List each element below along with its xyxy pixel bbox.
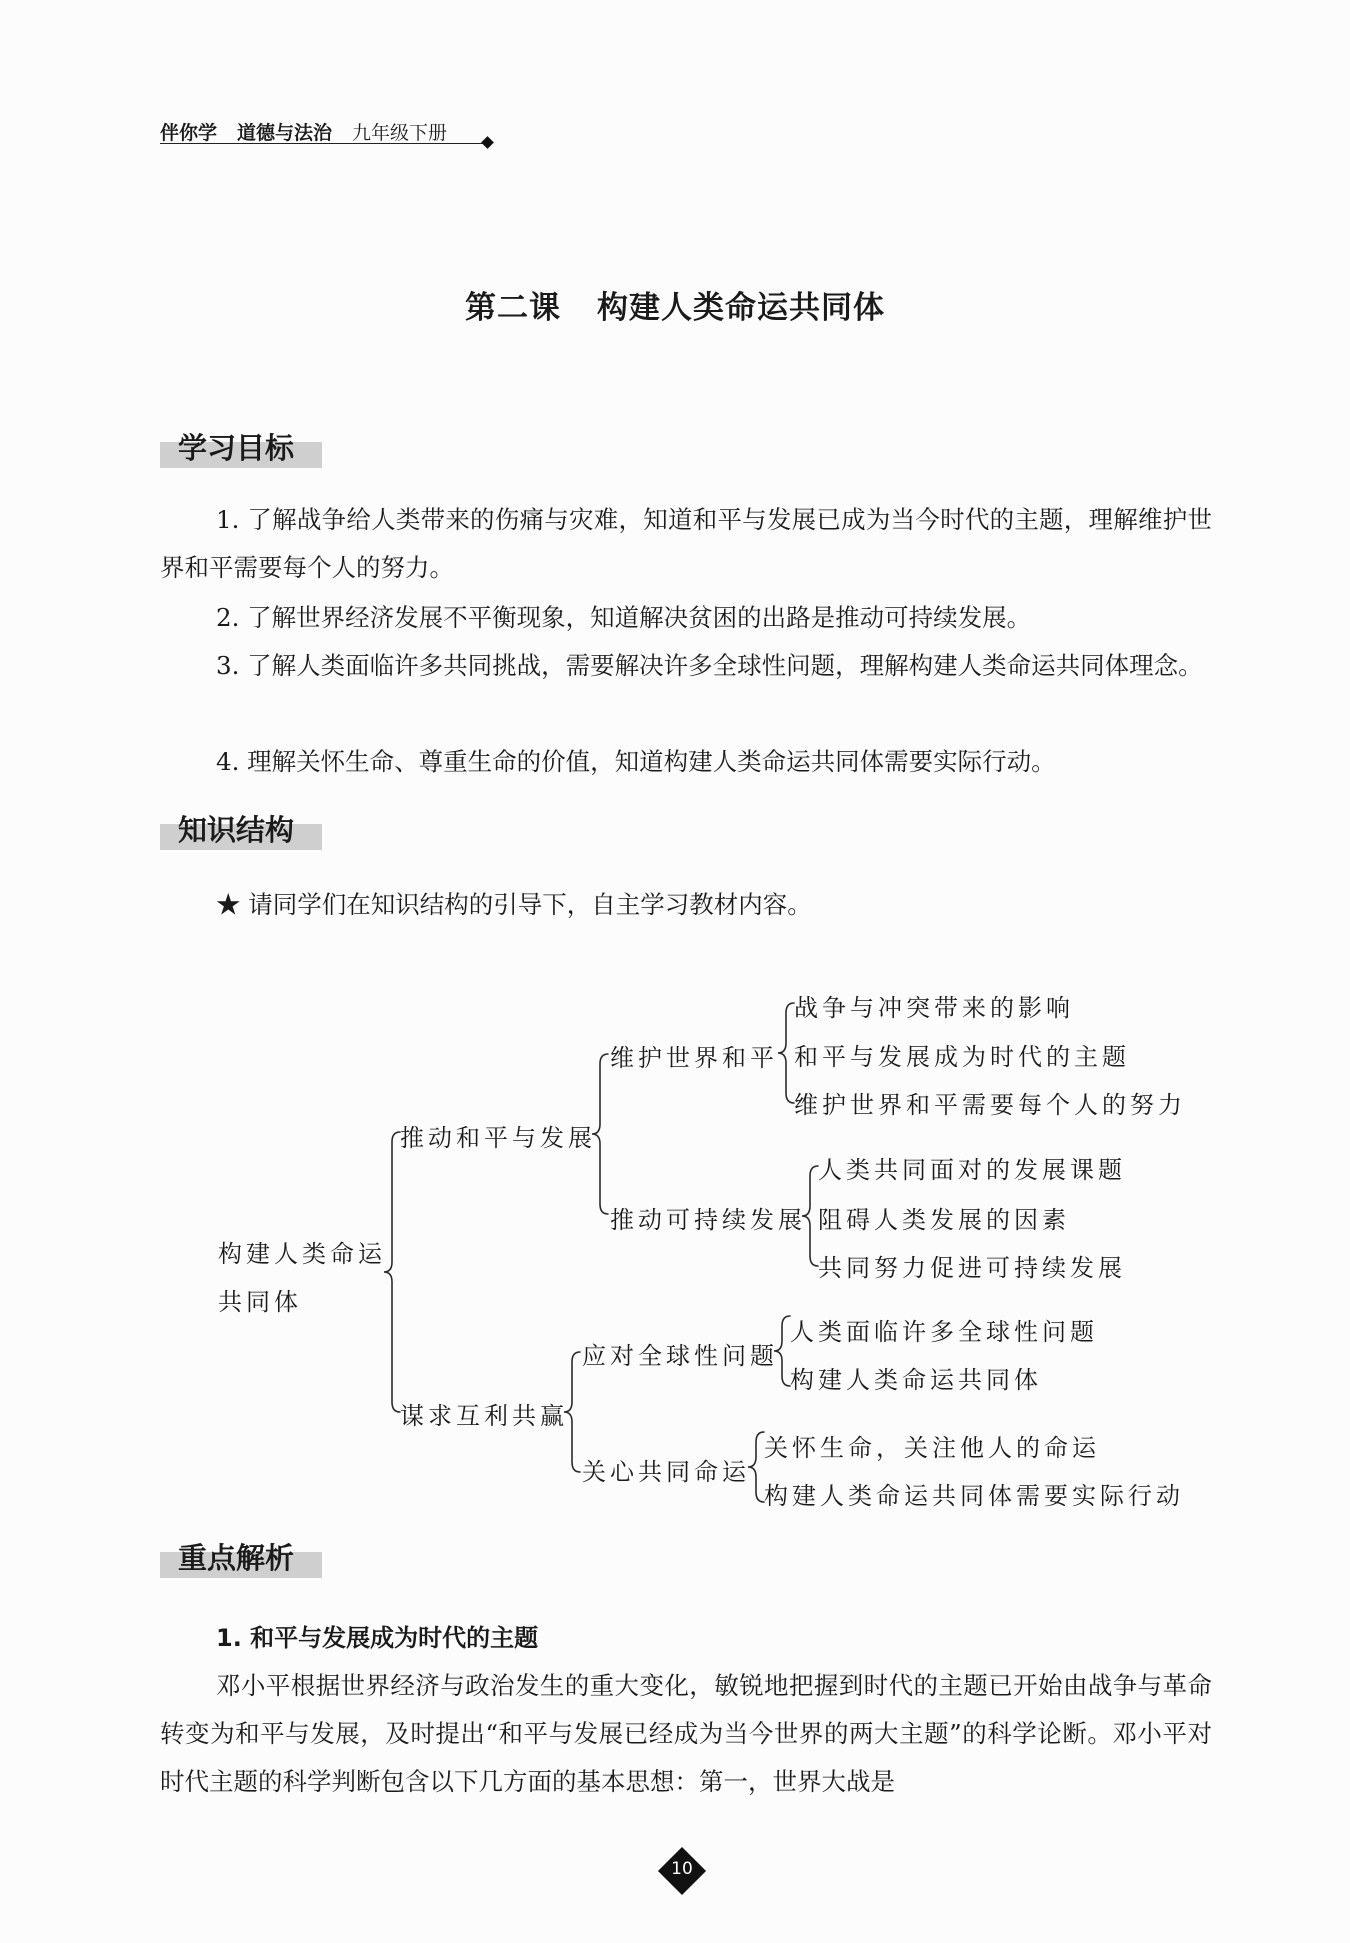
heading-text: 重点解析 — [178, 1541, 295, 1575]
objective-1: 1. 了解战争给人类带来的伤痛与灾难，知道和平与发展已成为当今时代的主题，理解维护世界和平需要每个人的努力。 — [160, 505, 1212, 582]
mind-map-leaf: 阻碍人类发展的因素 — [818, 1206, 1070, 1234]
mind-map-leaf: 构建人类命运共同体 — [790, 1366, 1042, 1394]
header-grade: 九年级下册 — [352, 122, 448, 144]
brace-b2-c2 — [748, 1432, 764, 1502]
mind-map-root-line1: 构建人类命运 — [218, 1240, 386, 1268]
page-number: 10 — [671, 1859, 693, 1879]
header-subject: 道德与法治 — [237, 122, 333, 144]
mind-map-leaf: 和平与发展成为时代的主题 — [794, 1043, 1130, 1071]
lesson-number: 第二课 — [465, 290, 561, 326]
analysis-paragraph: 邓小平根据世界经济与政治发生的重大变化，敏锐地把握到时代的主题已开始由战争与革命转变为和平与发展，及时提出“和平与发展已经成为当今世界的两大主题”的科学论断。邓小平对时代主题的科学判断包含以下几方面的基本思想：第一，世界大战是 — [160, 1671, 1212, 1796]
heading-text: 学习目标 — [178, 431, 295, 465]
mind-map-subbranch: 推动可持续发展 — [610, 1206, 806, 1234]
mind-map-branch: 推动和平与发展 — [400, 1124, 596, 1152]
mind-map-subbranch: 维护世界和平 — [610, 1044, 778, 1072]
objective-4: 4. 理解关怀生命、尊重生命的价值，知道构建人类命运共同体需要实际行动。 — [216, 747, 1056, 776]
mind-map-branch: 谋求互利共赢 — [400, 1402, 568, 1430]
mind-map-leaf: 维护世界和平需要每个人的努力 — [794, 1091, 1186, 1119]
mind-map-leaf: 构建人类命运共同体需要实际行动 — [764, 1482, 1184, 1510]
lesson-name: 构建人类命运共同体 — [597, 290, 885, 326]
brace-b1-c1 — [778, 1003, 794, 1103]
mind-map-leaf: 共同努力促进可持续发展 — [818, 1254, 1126, 1282]
mind-map-leaf: 战争与冲突带来的影响 — [794, 994, 1074, 1022]
structure-intro: ★ 请同学们在知识结构的引导下，自主学习教材内容。 — [216, 890, 812, 919]
header-series: 伴你学 — [160, 122, 218, 144]
objective-2: 2. 了解世界经济发展不平衡现象，知道解决贫困的出路是推动可持续发展。 — [216, 603, 1032, 632]
analysis-subtitle: 1. 和平与发展成为时代的主题 — [216, 1624, 539, 1652]
mind-map-leaf: 人类面临许多全球性问题 — [790, 1318, 1098, 1346]
mind-map-root-line2: 共同体 — [218, 1288, 302, 1316]
mind-map-subbranch: 应对全球性问题 — [582, 1342, 778, 1370]
mind-map-subbranch: 关心共同命运 — [582, 1458, 750, 1486]
brace-root — [384, 1132, 400, 1412]
mind-map-leaf: 关怀生命，关注他人的命运 — [764, 1434, 1100, 1462]
heading-text: 知识结构 — [178, 813, 295, 847]
page-number-badge — [659, 1848, 705, 1894]
mind-map-leaf: 人类共同面对的发展课题 — [818, 1156, 1126, 1184]
section-heading-analysis — [160, 1534, 322, 1578]
objective-3: 3. 了解人类面临许多共同挑战，需要解决许多全球性问题，理解构建人类命运共同体理念。 — [216, 651, 1203, 680]
